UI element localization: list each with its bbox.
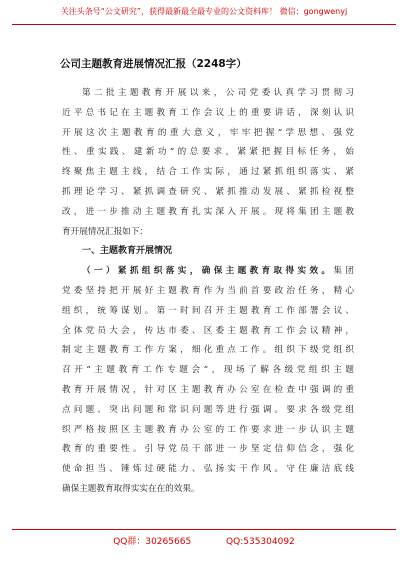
body-line: 改，进一步推动主题教育扎实深入开展。现将集团主题教 — [62, 206, 354, 217]
footer-qq: QQ:535304092 — [226, 537, 295, 547]
header-divider — [12, 24, 396, 25]
section-heading: 一、主题教育开展情况 — [82, 246, 173, 257]
body-line: 第二批主题教育开展以来，公司党委认真学习贯彻习 — [82, 88, 354, 98]
document-title: 公司主题教育进展情况汇报（2248字） — [60, 58, 247, 70]
body-line: 确保主题教育取得实实在在的效果。 — [62, 483, 200, 494]
body-line: 抓理论学习、紧抓调查研究、紧抓推动发展、紧抓检视整 — [62, 186, 354, 197]
body-line: 育开展情况汇报如下： — [62, 226, 148, 237]
subheading-rest: 集团 — [333, 266, 354, 277]
footer — [0, 534, 408, 547]
body-line: 性、重实践、建新功”的总要求，紧紧把握目标任务，始 — [62, 147, 354, 158]
body-line: 使命担当、锤炼过硬能力、弘扬实干作风。守住廉洁底线 — [62, 464, 354, 475]
subheading-line — [62, 262, 354, 282]
body-line: 终聚焦主题主线，结合工作实际，通过紧抓组织落实、紧 — [62, 167, 354, 178]
body-line: 开展这次主题教育的重大意义，牢牢把握“学思想、强党 — [62, 127, 354, 138]
footer-divider — [12, 529, 396, 530]
document-body — [62, 84, 354, 500]
body-line: 召开“主题教育工作专题会”，现场了解各级党组织主题 — [62, 365, 354, 376]
body-line: 制定主题教育工作方案，细化重点工作。组织下级党组织 — [62, 345, 354, 356]
footer-qq-group: QQ群：30265665 — [113, 537, 192, 547]
header-promo-text: 关注头条号“公文研究”，获得最新最全最专业的公文资料库！ 微信：gongwenyj — [60, 7, 348, 16]
body-line: 党委坚持把开展好主题教育作为当前首要政治任务，精心 — [62, 285, 354, 296]
body-line: 教育的重要性。引导党员干部进一步坚定信仰信念，强化 — [62, 444, 354, 455]
subheading-bold: （一）紧抓组织落实，确保主题教育取得实效。 — [82, 266, 334, 277]
body-line: 点问题、突出问题和常识问题等进行强调。要求各级党组 — [62, 404, 354, 415]
body-line: 近平总书记在主题教育工作会议上的重要讲话，深刻认识 — [62, 107, 354, 118]
body-line: 全体党员大会，传达市委、区委主题教育工作会议精神， — [62, 325, 354, 336]
body-line: 组织，统筹谋划。第一时间召开主题教育工作部署会议、 — [62, 305, 354, 316]
body-line: 教育开展情况，针对区主题教育办公室在检查中强调的重 — [62, 384, 354, 395]
body-line: 织严格按照区主题教育办公室的工作要求进一步认识主题 — [62, 424, 354, 435]
